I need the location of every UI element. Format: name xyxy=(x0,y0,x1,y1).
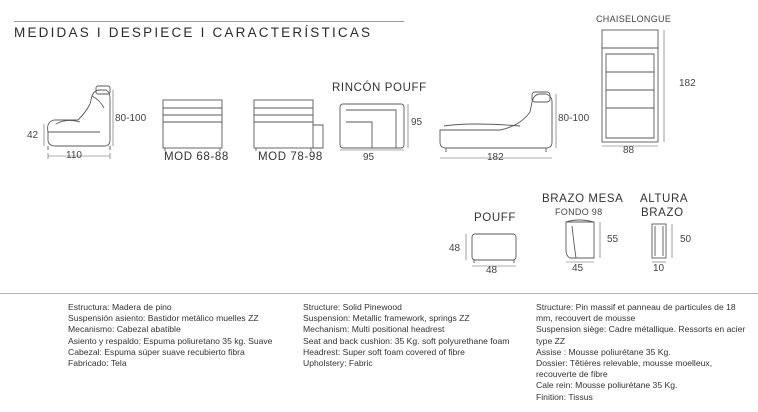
sofa-side-seat-height: 42 xyxy=(27,130,39,141)
pouff-drawing xyxy=(466,234,516,266)
spec-en-line: Mechanism: Multi positional headrest xyxy=(303,324,445,335)
spec-es-line: Suspensión asiento: Bastidor metálico muelles ZZ xyxy=(68,313,259,324)
rincon-pouff-width: 95 xyxy=(363,152,375,163)
pouff-width: 48 xyxy=(486,265,498,276)
spec-fr-line: Assise : Mousse poliurétane 35 Kg. xyxy=(536,346,671,357)
spec-en-line: Suspension: Metallic framework, springs ZZ xyxy=(303,313,470,324)
spec-en-line: Upholstery: Fabric xyxy=(303,358,373,369)
mod-68-88-drawing xyxy=(163,100,222,151)
mod-68-88-label: MOD 68-88 xyxy=(164,151,229,163)
chaiselongue-width: 88 xyxy=(623,145,635,156)
altura-brazo-label-2: BRAZO xyxy=(641,207,684,219)
altura-brazo-drawing xyxy=(652,224,672,262)
spec-es-line: Fabricado: Tela xyxy=(68,358,127,369)
sofa-side-width: 110 xyxy=(66,150,82,161)
pouff-label: POUFF xyxy=(474,212,516,224)
rincon-pouff-drawing xyxy=(340,104,408,150)
sofa-side-height: 80-100 xyxy=(115,113,147,124)
spec-fr-line: Finition: Tissus xyxy=(536,391,593,402)
spec-es-line: Mecanismo: Cabezal abatible xyxy=(68,324,181,335)
sofa-side-profile xyxy=(44,86,113,159)
mod-78-98-label: MOD 78-98 xyxy=(258,151,323,163)
chaiselongue-label: CHAISELONGUE xyxy=(596,14,672,24)
spec-en-line: Structure: Solid Pinewood xyxy=(303,302,402,312)
specs-fr xyxy=(536,302,754,403)
spec-en-line: Headrest: Super soft foam covered of fibre xyxy=(303,346,465,357)
spec-es-line: Asiento y respaldo: Espuma poliuretano 35 kg. Suave xyxy=(68,335,273,346)
mod-78-98-drawing xyxy=(254,100,323,151)
brazo-mesa-label: BRAZO MESA xyxy=(542,193,624,205)
spec-en-line: Seat and back cushion: 35 Kg. soft polyurethane foam xyxy=(303,335,510,346)
spec-es-line: Cabezal: Espuma súper suave recubierto fibra xyxy=(68,346,245,357)
spec-es-line: Estructura: Madera de pino xyxy=(68,302,172,312)
specs-en xyxy=(303,302,513,369)
altura-brazo-label-1: ALTURA xyxy=(640,193,689,205)
brazo-mesa-sublabel: FONDO 98 xyxy=(555,207,603,217)
rincon-pouff-label: RINCÓN POUFF xyxy=(332,82,427,94)
chaise-side-profile xyxy=(440,92,556,158)
chaiselongue-top-view xyxy=(602,30,664,146)
specs-es xyxy=(68,302,278,369)
altura-brazo-width: 10 xyxy=(653,263,665,274)
spec-fr-line: Dossier: Têtières relevable, mousse moelleux, recouverte de fibre xyxy=(536,358,713,380)
rincon-pouff-height: 95 xyxy=(411,117,423,128)
brazo-mesa-width: 45 xyxy=(572,263,584,274)
chaise-side-height: 80-100 xyxy=(558,113,590,124)
chaise-side-width: 182 xyxy=(487,152,504,163)
spec-fr-line: Cale rein: Mousse poliurétane 35 Kg. xyxy=(536,380,678,391)
brazo-mesa-height: 55 xyxy=(607,234,619,245)
brazo-mesa-drawing xyxy=(566,220,600,262)
pouff-height: 48 xyxy=(449,243,461,254)
spec-fr-line: Structure: Pin massif et panneau de particules de 18 mm, recouvert de mousse xyxy=(536,302,736,324)
spec-fr-line: Suspension siège: Cadre métallique. Ressorts en acier type ZZ xyxy=(536,324,746,346)
chaiselongue-length: 182 xyxy=(679,78,696,89)
specs-divider xyxy=(0,293,758,294)
page-title: MEDIDAS I DESPIECE I CARACTERÍSTICAS xyxy=(14,25,373,40)
altura-brazo-height: 50 xyxy=(680,234,692,245)
